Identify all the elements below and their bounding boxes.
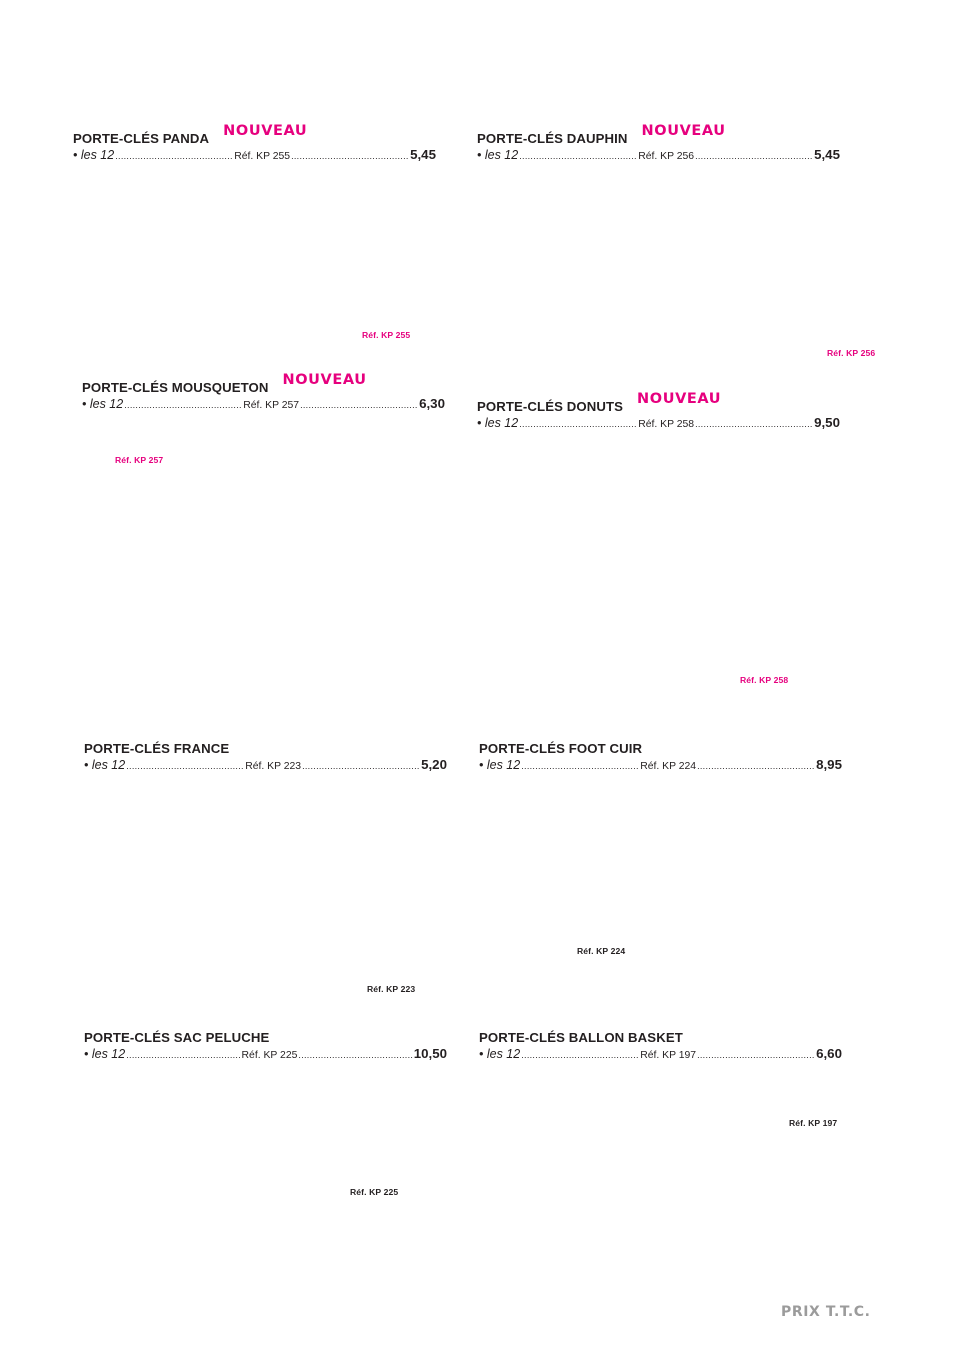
reference-label: Réf. KP 255 [234,151,291,162]
reference-label: Réf. KP 225 [241,1050,298,1061]
image-caption-kp255: Réf. KP 255 [362,330,411,340]
product-name: PORTE-CLÉS FRANCE [84,741,230,756]
quantity-label: • les 12 [84,1047,126,1061]
reference-label: Réf. KP 223 [245,761,302,772]
reference-label: Réf. KP 256 [638,151,695,162]
price-value: 5,20 [421,757,447,772]
product-title [82,372,445,396]
image-caption-kp257: Réf. KP 257 [115,455,164,465]
product-name: PORTE-CLÉS DONUTS [477,399,624,414]
quantity-label: • les 12 [479,758,521,772]
product-title [479,1030,842,1046]
image-caption-kp224: Réf. KP 224 [577,946,626,956]
price-value: 6,30 [419,396,445,411]
price-line [479,1046,842,1063]
product-france [84,741,447,774]
dot-leader [519,417,637,432]
product-name: PORTE-CLÉS PANDA [73,131,210,146]
product-name: PORTE-CLÉS SAC PELUCHE [84,1030,270,1045]
product-donuts [477,391,840,432]
product-title [479,741,842,757]
price-value: 10,50 [413,1046,447,1061]
price-value: 5,45 [410,147,436,162]
product-dauphin [477,123,840,164]
price-line [477,415,840,432]
price-line [84,1046,447,1063]
dot-leader [695,149,813,164]
dot-leader [126,759,244,774]
price-line [84,757,447,774]
product-name: PORTE-CLÉS BALLON BASKET [479,1030,683,1045]
quantity-label: • les 12 [82,397,124,411]
dot-leader [697,1048,815,1063]
reference-label: Réf. KP 257 [243,400,300,411]
product-name: PORTE-CLÉS MOUSQUETON [82,380,269,395]
product-ballon-basket [479,1030,842,1063]
price-footer: PRIX T.T.C. [781,1304,871,1320]
product-panda [73,123,436,164]
price-value: 9,50 [814,415,840,430]
dot-leader [521,1048,639,1063]
image-caption-kp258: Réf. KP 258 [740,675,789,685]
reference-label: Réf. KP 224 [640,761,697,772]
quantity-label: • les 12 [477,148,519,162]
price-value: 5,45 [814,147,840,162]
quantity-label: • les 12 [84,758,126,772]
quantity-label: • les 12 [479,1047,521,1061]
product-sac-peluche [84,1030,447,1063]
product-name: PORTE-CLÉS DAUPHIN [477,131,628,146]
dot-leader [697,759,815,774]
image-caption-kp197: Réf. KP 197 [789,1118,838,1128]
product-foot-cuir [479,741,842,774]
quantity-label: • les 12 [73,148,115,162]
dot-leader [126,1048,240,1063]
product-name: PORTE-CLÉS FOOT CUIR [479,741,643,756]
new-badge: NOUVEAU [637,391,722,407]
dot-leader [521,759,639,774]
product-title [84,1030,447,1046]
reference-label: Réf. KP 197 [640,1050,697,1061]
product-title [73,123,436,147]
reference-label: Réf. KP 258 [638,419,695,430]
product-mousqueton [82,372,445,413]
image-caption-kp225: Réf. KP 225 [350,1187,399,1197]
price-line [479,757,842,774]
product-title [477,123,840,147]
product-title [477,391,840,415]
dot-leader [298,1048,412,1063]
price-line [73,147,436,164]
dot-leader [695,417,813,432]
price-line [477,147,840,164]
image-caption-kp223: Réf. KP 223 [367,984,416,994]
new-badge: NOUVEAU [282,372,367,388]
dot-leader [519,149,637,164]
dot-leader [124,398,242,413]
new-badge: NOUVEAU [223,123,308,139]
product-title [84,741,447,757]
price-value: 8,95 [816,757,842,772]
new-badge: NOUVEAU [641,123,726,139]
quantity-label: • les 12 [477,416,519,430]
dot-leader [302,759,420,774]
dot-leader [291,149,409,164]
dot-leader [300,398,418,413]
dot-leader [115,149,233,164]
price-line [82,396,445,413]
price-value: 6,60 [816,1046,842,1061]
image-caption-kp256: Réf. KP 256 [827,348,876,358]
